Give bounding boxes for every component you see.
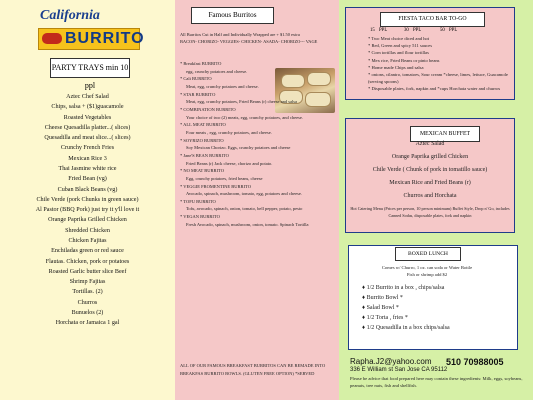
contact-phone[interactable]: 510 70988005 — [446, 357, 504, 367]
buffet-note: Hot Catering Menu (Prices per person, 10 person minimum) Buffet Style, Drop n' Go, includes Canned Sodas, disposable plates, fork and napkin — [350, 206, 510, 218]
burrito-desc: Meat, egg, crunchy potatoes and cheese. — [186, 83, 259, 89]
party-tray-item: Al Pastor (BBQ Pork) just try it y'll love it — [35, 207, 140, 214]
boxed-lunch-title: BOXED LUNCH — [395, 247, 461, 261]
burrito-name: * SOYRIZO BURRITO — [180, 137, 224, 143]
burrito-desc: Fried Beans (r) Jack cheese, chorizo and potato. — [186, 160, 273, 166]
buffet-title-line1: MEXICAN BUFFET — [419, 131, 471, 137]
contact-email[interactable]: Rapha.J2@yahoo.com — [350, 357, 432, 366]
party-tray-item: Flautas. Chicken, pork or potatoes — [45, 258, 130, 265]
party-tray-item: Enchiladas green or red sauce — [51, 248, 124, 255]
boxed-item-label: Burrito Bowl * — [366, 295, 403, 302]
burrito-desc: egg, crunchy potatoes and cheese. — [186, 68, 248, 74]
burrito-desc: Egg, crunchy potatoes, fried beans, cheese — [186, 175, 263, 181]
boxed-sub-line2: Fish or shrimp add $2 — [406, 272, 448, 278]
buffet-item: Aztec Salad — [415, 141, 445, 147]
party-tray-item: Orange Paprika Grilled Chicken — [48, 217, 127, 224]
party-tray-item: Thai Jasmine white rice — [58, 165, 117, 172]
boxed-item — [362, 313, 512, 323]
burrito-item — [180, 198, 336, 213]
burrito-item — [180, 91, 336, 106]
party-tray-item: Cheese Quesadilla platter...( slices) — [44, 124, 131, 131]
party-tray-item: Chile Verde (pork Chunks in green sauce) — [36, 196, 139, 203]
party-tray-item: Tortillas. (2) — [72, 289, 103, 296]
boxed-item-label: 1/2 Burrito in a box , chips/salsa — [366, 285, 445, 291]
burrito-item — [180, 106, 336, 121]
party-tray-item: Crunchy French Fries — [60, 145, 115, 152]
burrito-name: * Cali BURRITO — [180, 76, 212, 82]
california-burrito-logo — [38, 8, 145, 52]
burrito-name: * VEGGIE FROMENTINE BURRITO — [180, 183, 251, 189]
fiesta-ppl-label: PPL — [449, 28, 458, 33]
fiesta-item: * Red, Green and spicy 511 sauces — [368, 43, 432, 49]
burritos-footer-line2: BREAKFAS BURRITO BOWLS. (GLUTEN FREE OPTION) *SERVED — [180, 371, 315, 376]
boxed-item — [362, 293, 512, 303]
contact-address: 336 E William st San Jose CA 95112 — [350, 367, 448, 373]
diamond-icon: ♦ — [362, 295, 367, 302]
burritos-note-line1: All Burritos Cut in Half and Individually Wrapped are + $1.50 extra — [180, 32, 300, 37]
burrito-item — [180, 121, 336, 136]
party-tray-item: Bunuelos (2) — [71, 309, 104, 316]
burritos-list — [180, 60, 336, 228]
diamond-icon: ♦ — [362, 305, 367, 312]
burrito-item — [180, 137, 336, 152]
burrito-name: * Breakfast BURRITO — [180, 61, 222, 66]
burritos-note-line2: BACON- CHORIZO- VEGGIES- CHICKEN- ASADA- CHORIZO--- VAGE — [180, 38, 318, 44]
buffet-item: Churros and Horchata — [403, 193, 457, 199]
party-tray-item: Aztec Chef Salad — [66, 94, 109, 100]
burrito-name: * TOFU BURRITO — [180, 198, 216, 204]
boxed-lunch-sub — [352, 264, 502, 279]
logo-word: BURRITO — [65, 30, 145, 47]
burrito-name: * Jane'S BEAN BURRITO — [180, 152, 229, 158]
burritos-title: Famous Burritos — [191, 7, 274, 24]
fiesta-ppl-label: 50 — [440, 28, 445, 33]
boxed-item-label: 1/2 Torta , fries * — [366, 315, 408, 322]
boxed-item — [362, 283, 512, 293]
burrito-name: * ALL MEAT BURRITO — [180, 122, 226, 128]
party-tray-item: Roasted Garlic butter slice Beef — [48, 268, 127, 275]
party-tray-item: Shrimp Fajitas — [69, 279, 106, 286]
party-tray-item: Shredded Chicken — [65, 227, 110, 234]
fiesta-ppl-label: PPL — [413, 28, 422, 33]
diamond-icon: ♦ — [362, 325, 367, 332]
burritos-footer — [180, 362, 336, 378]
burrito-name: * VEGAN BURRITO — [180, 214, 220, 220]
buffet-item: Orange Paprika grilled Chicken — [391, 154, 469, 160]
fiesta-item: * Two Meat choice diced and hot — [368, 36, 430, 41]
fiesta-ppl-label: 15 — [370, 28, 375, 33]
fiesta-item: * Home made Chips and salsa — [368, 64, 424, 70]
fiesta-list — [368, 35, 510, 93]
boxed-lunch-list — [362, 283, 512, 333]
fiesta-item: * Disposable plates, fork, napkin and *cups Horchata water and churros — [368, 86, 501, 92]
logo-line1: California — [40, 8, 100, 23]
fiesta-title: FIESTA TACO BAR TO-GO — [380, 12, 485, 27]
burrito-desc: Four meats , egg, crunchy potatoes, and cheese. — [186, 129, 272, 135]
party-tray-item: Quesadilla and meat slice...( slices) — [44, 135, 131, 142]
burrito-item — [180, 60, 336, 75]
burrito-name: * COMBINATION BURRITO — [180, 106, 236, 112]
allergen-note: Please be advice that food prepared here may contain these ingredients: Milk, eggs, soybeans, peanuts, tree nuts, fish and shellfish. — [350, 376, 523, 388]
diamond-icon: ♦ — [362, 315, 367, 322]
chili-pepper-icon — [42, 33, 62, 44]
fiesta-item: * Mex rice, Fried Beans or pinto beans — [368, 57, 440, 63]
logo-bar — [38, 28, 145, 50]
party-tray-item: Churros — [77, 299, 98, 306]
contact-block — [350, 357, 530, 375]
boxed-item-label: 1/2 Quesadilla in a box chips/salsa — [366, 325, 450, 332]
fiesta-ppl-label: PPL — [379, 28, 388, 33]
boxed-item-label: Salad Bowl * — [366, 305, 399, 312]
burrito-name: * STAR BURRITO — [180, 91, 216, 97]
party-tray-item: Horchata or Jamaica 1 gal — [55, 320, 120, 327]
party-tray-item: Chips, salsa + ($1)guacamole — [51, 104, 124, 111]
burrito-item — [180, 213, 336, 228]
party-trays-title: PARTY TRAYS min 10 ppl — [50, 58, 130, 78]
burrito-desc: Meat, egg, crunchy potatoes, Fried Beans (r) cheese and salsa — [186, 99, 297, 105]
burrito-desc: Soy Mexican Chorizo. Eggs, crunchy potatoes and cheese — [186, 145, 291, 151]
party-tray-item: Roasted Vegetables — [63, 114, 112, 121]
fiesta-item: * onions, cilantro, tomatoes, Sour cream *cheese, limes, lettuce, Guacamole (serving spoons) — [368, 72, 508, 85]
boxed-item — [362, 323, 512, 333]
fiesta-ppl-label: 30 — [404, 28, 409, 33]
buffet-item: Chile Verde ( Chunk of pork in tomatillo sauce) — [372, 167, 488, 173]
boxed-item — [362, 303, 512, 313]
burritos-footer-line1: ALL OF OUR FAMOUS BREAKFAST BURRITOS CAN BE REMADE INTO — [180, 363, 326, 368]
burrito-desc: Fresh Avocado, spinach, mushroom, onion, tomato. Spinach Tortilla — [186, 221, 309, 227]
burrito-item — [180, 152, 336, 167]
party-tray-item: Mexican Rice 3 — [68, 155, 107, 162]
burritos-note — [180, 32, 336, 45]
burrito-desc: Avocado, spinach, mushroom, tomato, egg, potatoes and cheese. — [186, 191, 303, 197]
burrito-name: * NO MEAT BURRITO — [180, 168, 224, 174]
buffet-list — [350, 138, 510, 203]
diamond-icon: ♦ — [362, 285, 367, 291]
buffet-item: Mexican Rice and Fried Beans (r) — [389, 180, 471, 186]
burrito-item — [180, 167, 336, 182]
burrito-item — [180, 183, 336, 198]
party-tray-item: Fried Bean (vg) — [68, 176, 107, 183]
party-tray-item: Cuban Black Beans (vg) — [57, 186, 118, 193]
party-tray-item: Chicken Fajitas — [68, 237, 107, 244]
fiesta-item: * Corn tortillas and flour tortillas — [368, 50, 429, 56]
boxed-sub-line1: Comes w/ Churro, 1 oz. can soda or Water Bottle — [381, 265, 473, 270]
burrito-desc: Tofu, avocado, spinach, onion, tomato, bell pepper, potato, pesto — [186, 206, 303, 212]
burrito-item — [180, 75, 336, 90]
burrito-desc: Your choice of two (2) meats, egg, crunchy potatoes, and cheese. — [186, 114, 304, 120]
party-trays-list — [0, 92, 175, 328]
